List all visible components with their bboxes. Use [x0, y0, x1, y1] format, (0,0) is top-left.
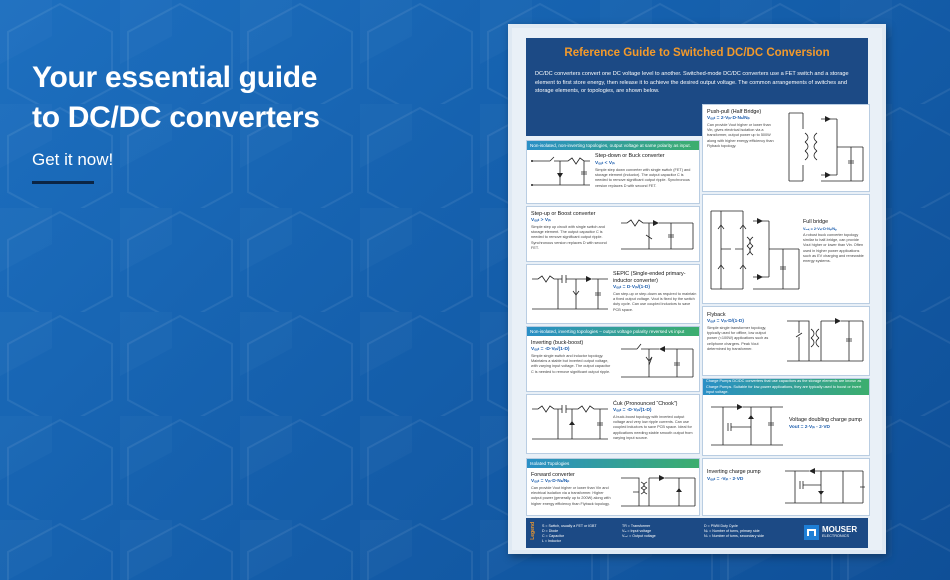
legend-item: Nₚ = Number of turns, primary side	[704, 529, 760, 533]
flyback-formula: Vₒᵤₜ = Vᵢₙ·D/(1-D)	[707, 319, 744, 324]
inverting-circuit-diagram	[619, 341, 695, 385]
cta-underline	[32, 181, 94, 184]
flyback-title: Flyback	[707, 312, 726, 318]
inverting-title: Inverting (buck-boost)	[531, 340, 584, 346]
poster-title: Reference Guide to Switched DC/DC Conversion	[564, 47, 830, 59]
buck-title: Step-down or Buck converter	[595, 153, 665, 159]
legend-item: Nₛ = Number of turns, secondary side	[704, 534, 764, 538]
doubler-formula: Vout = 2·Vᵢₙ - 2·VD	[789, 425, 831, 430]
legend-item: L = Inductor	[542, 539, 561, 543]
headline	[32, 58, 320, 138]
inverting-description: Simple single switch and inductor topology. Maintains a stable but inverted output voltage, with varying input voltage. The output capacitor C is needed to remove significant output ripple.	[531, 354, 611, 374]
legend-item: D = Diode	[542, 529, 559, 533]
card-doubler	[702, 378, 870, 456]
cuk-circuit-diagram	[530, 401, 610, 445]
reference-guide-poster[interactable]	[508, 24, 886, 554]
boost-description: Simple step up circuit with single switch and storage element. The output capacitor C is needed to remove significant output ripple. Synchronous version replaces D with second FET.	[531, 225, 607, 250]
headline-line-2: to DC/DC converters	[32, 101, 320, 134]
fullbridge-formula: Vₒᵤₜ = 2·Vᵢₙ·D·Nₛ/Nₚ	[803, 227, 837, 231]
logo-sub: ELECTRONICS	[822, 534, 850, 538]
forward-formula: Vₒᵤₜ = Vᵢₙ·D·Nₛ/Nₚ	[531, 479, 570, 484]
invpump-formula: Vₒᵤₜ = -Vᵢₙ - 2·VD	[707, 477, 744, 482]
sepic-formula: Vₒᵤₜ = D·Vᵢₙ/(1-D)	[613, 285, 650, 290]
section-inverting-strip: Non-isolated, inverting topologies – output voltage polarity reversed vs input	[527, 327, 699, 336]
inverting-formula: Vₒᵤₜ = -D·Vᵢₙ/(1-D)	[531, 347, 570, 352]
legend-item: Vₒᵤₜ = Output voltage	[622, 534, 656, 538]
section-noninverting-strip: Non-isolated, non-inverting topologies, output voltage at same polarity as input.	[527, 141, 699, 150]
boost-circuit-diagram	[619, 215, 695, 255]
forward-title: Forward converter	[531, 472, 575, 478]
legend-item: C = Capacitor	[542, 534, 565, 538]
mouser-logo	[804, 524, 864, 542]
cuk-formula: Vₒᵤₜ = -D·Vᵢₙ/(1-D)	[613, 408, 652, 413]
legend-title: Legend	[530, 522, 536, 540]
card-fullbridge	[702, 194, 870, 304]
pushpull-formula: Vₒᵤₜ = 2·Vᵢₙ·D·Nₛ/Nₚ	[707, 116, 750, 121]
legend-item: TR = Transformer	[622, 524, 651, 528]
headline-line-1: Your essential guide	[32, 61, 318, 94]
mouser-logo-icon	[804, 525, 819, 540]
legend-column-2	[622, 524, 656, 539]
fullbridge-circuit-diagram	[707, 201, 801, 297]
card-inverting-pump	[702, 458, 870, 516]
cuk-title: Ćuk (Pronounced “Chook”)	[613, 401, 678, 407]
boost-formula: Vₒᵤₜ > Vᵢₙ	[531, 218, 551, 223]
legend-column-3	[704, 524, 764, 539]
sepic-description: Can step-up or step-down as required to maintain a fixed output voltage. Vout is fixed by the switch duty cycle. Can use coupled inductors to save PCB space.	[613, 292, 697, 312]
pushpull-description: Can provide Vout higher or lower than Vin, gives electrical isolation via a transformer, output power up to 500W along with higher energy efficiency than Flyback topology.	[707, 123, 774, 148]
flyback-description: Simple single transformer topology, typically used for offline, low output power (<100W) applications such as cellphone chargers. Peak Vout determined by transformer.	[707, 326, 769, 351]
legend-item: S = Switch, usually a FET or IGBT	[542, 524, 597, 528]
doubler-circuit-diagram	[707, 399, 785, 451]
pushpull-title: Push-pull (Half Bridge)	[707, 109, 762, 115]
cuk-description: A buck-boost topology with inverted output voltage and very low ripple currents. Can use coupled inductors to save PCB space. Ideal for applications needing stable smooth output from varying input source.	[613, 415, 693, 440]
poster-legend	[526, 518, 868, 548]
card-forward	[526, 458, 700, 516]
buck-formula: Vₒᵤₜ < Vᵢₙ	[595, 161, 615, 166]
card-flyback	[702, 306, 870, 376]
section-chargepump-strip: Charge Pumps DC/DC converters that use capacitors as the storage elements are known as Charge Pumps. Suitable for low-power applications, they are typically used to boost or invert input voltage.	[703, 379, 869, 395]
poster-body	[512, 28, 882, 550]
card-pushpull	[702, 104, 870, 192]
forward-description: Can provide Vout higher or lower than Vin and electrical isolation via a transformer. Higher output power (generally up to 200W) along with higher energy efficiency than Flyback topology.	[531, 486, 611, 506]
doubler-title: Voltage doubling charge pump	[789, 417, 862, 423]
legend-item: D = PWM Duty Cycle	[704, 524, 738, 528]
legend-item: Vᵢₙ = Input voltage	[622, 529, 652, 533]
buck-circuit-diagram	[530, 155, 592, 191]
sepic-circuit-diagram	[530, 271, 610, 315]
card-cuk	[526, 394, 700, 454]
get-it-now-link[interactable]: Get it now!	[32, 150, 114, 169]
flyback-circuit-diagram	[783, 315, 865, 367]
fullbridge-description: A robust buck converter topology similar to half-bridge, can provide Vout higher or lower than Vin. Often used in higher power applications such as EV charging and renewable energy systems.	[803, 233, 864, 264]
logo-name: MOUSER	[822, 525, 858, 534]
buck-description: Simple step down converter with single switch (FET) and storage element (inductor). The output capacitor C is needed to remove significant output ripple. Synchronous version replaces D with second FET.	[595, 168, 691, 188]
section-isolated-strip: Isolated Topologies	[527, 459, 699, 468]
card-sepic	[526, 264, 700, 324]
legend-column-1	[542, 524, 597, 544]
invpump-circuit-diagram	[781, 463, 865, 509]
card-buck	[526, 140, 700, 204]
invpump-title: Inverting charge pump	[707, 469, 761, 475]
forward-circuit-diagram	[619, 472, 697, 512]
boost-title: Step-up or Boost converter	[531, 211, 596, 217]
poster-intro: DC/DC converters convert one DC voltage level to another. Switched-mode DC/DC converters use a FET switch and a storage element to first store energy, then release it to achieve the desired output voltage. The common arrangements of switches and storage elements, or topologies, are shown below.	[535, 71, 849, 95]
card-boost	[526, 206, 700, 262]
pushpull-circuit-diagram	[781, 109, 865, 185]
card-inverting	[526, 326, 700, 392]
fullbridge-title: Full bridge	[803, 219, 829, 225]
sepic-title: SEPIC (Single-ended primary-inductor converter)	[613, 271, 686, 284]
